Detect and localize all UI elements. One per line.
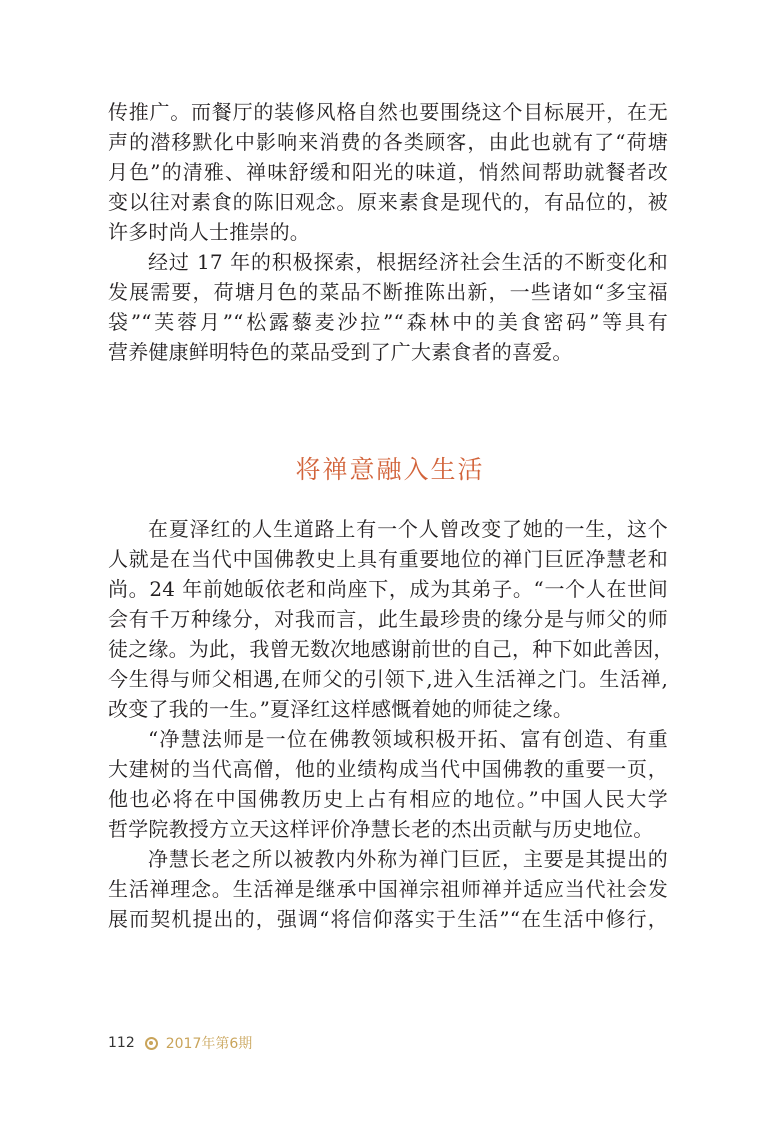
section-heading: 将禅意融入生活 [295,455,485,484]
paragraph-line: 变以往对素食的陈旧观念。原来素食是现代的，有品位的，被 [108,190,668,214]
circle-ornament-icon [145,1037,158,1050]
paragraph-line: 营养健康鲜明特色的菜品受到了广大素食者的喜爱。 [108,340,573,364]
paragraph-line: 会有千万种缘分，对我而言，此生最珍贵的缘分是与师父的师 [108,607,668,631]
paragraph-line: 徒之缘。为此，我曾无数次地感谢前世的自己，种下如此善因， [108,637,674,661]
paragraph-line: 尚。24 年前她皈依老和尚座下，成为其弟子。“一个人在世间 [108,577,668,601]
issue-label: 2017年第6期 [165,1036,253,1052]
body-text-bottom [108,514,674,934]
body-text-top [108,97,668,367]
paragraph-line: 声的潜移默化中影响来消费的各类顾客，由此也就有了“荷塘 [108,130,668,154]
paragraph-line: 经过 17 年的积极探索，根据经济社会生活的不断变化和 [148,250,668,274]
paragraph-line: 月色”的清雅、禅味舒缓和阳光的味道，悄然间帮助就餐者改 [108,160,668,184]
paragraph-line: 人就是在当代中国佛教史上具有重要地位的禅门巨匠净慧老和 [108,547,668,571]
paragraph-line: “净慧法师是一位在佛教领域积极开拓、富有创造、有重 [148,727,668,751]
paragraph-line: 净慧长老之所以被教内外称为禅门巨匠，主要是其提出的 [148,847,668,871]
page-number: 112 [108,1035,135,1051]
page-footer [108,1031,252,1055]
paragraph-line: 发展需要，荷塘月色的菜品不断推陈出新，一些诸如“多宝福 [108,280,668,304]
paragraph-line: 改变了我的一生。”夏泽红这样感慨着她的师徒之缘。 [108,697,574,721]
paragraph-line: 传推广。而餐厅的装修风格自然也要围绕这个目标展开，在无 [108,100,668,124]
paragraph-line: 哲学院教授方立天这样评价净慧长老的杰出贡献与历史地位。 [108,817,654,841]
paragraph-line: 展而契机提出的，强调“将信仰落实于生活”“在生活中修行， [108,907,668,931]
paragraph-line: 大建树的当代高僧，他的业绩构成当代中国佛教的重要一页， [108,757,668,781]
paragraph-line: 许多时尚人士推崇的。 [108,220,310,244]
paragraph-line: 生活禅理念。生活禅是继承中国禅宗祖师禅并适应当代社会发 [108,877,668,901]
paragraph-line: 袋”“芙蓉月”“松露藜麦沙拉”“森林中的美食密码”等具有 [108,310,668,334]
paragraph-line: 今生得与师父相遇,在师父的引领下,进入生活禅之门。生活禅, [108,667,668,691]
paragraph-line: 他也必将在中国佛教历史上占有相应的地位。”中国人民大学 [108,787,668,811]
paragraph-line: 在夏泽红的人生道路上有一个人曾改变了她的一生，这个 [148,517,668,541]
